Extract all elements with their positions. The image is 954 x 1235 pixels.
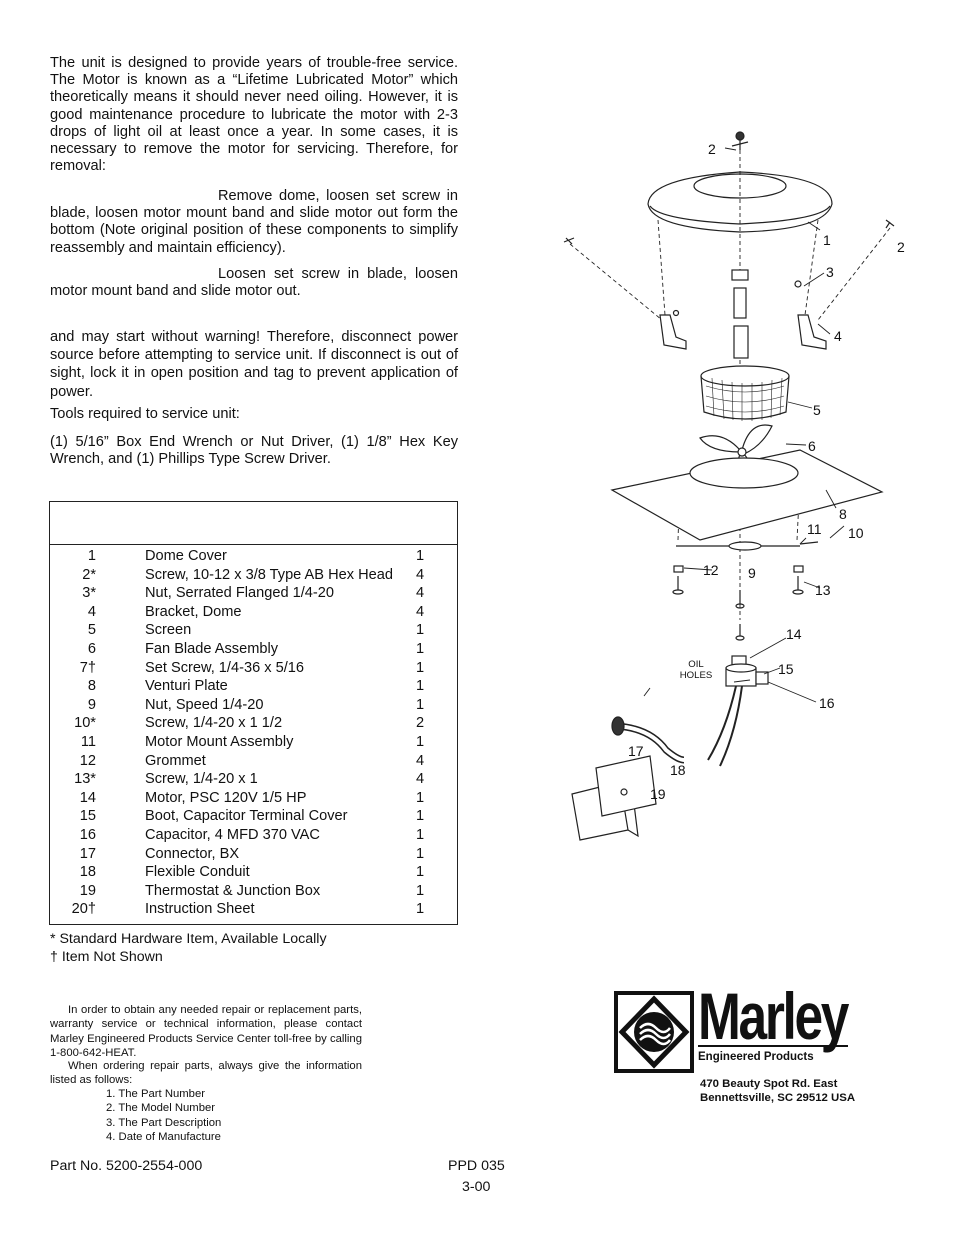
part-qty-cell: 1 [415, 678, 425, 695]
ordering-item: 1. The Part Number [106, 1088, 205, 1100]
company-address: 470 Beauty Spot Rd. East Bennettsville, SC 29512 USA [700, 1078, 856, 1105]
part-qty-cell: 4 [415, 752, 425, 769]
part-number-cell: 18 [79, 864, 96, 881]
part-number-cell: 14 [79, 789, 96, 806]
part-number-cell: 12 [79, 752, 96, 769]
table-row [50, 863, 457, 882]
callout-2-top: 2 [708, 141, 716, 157]
part-description-cell: Flexible Conduit [145, 864, 250, 881]
part-number-cell: 8 [87, 678, 96, 695]
callout-2-right: 2 [897, 239, 905, 255]
table-row [50, 826, 457, 845]
callout-15: 15 [778, 661, 794, 677]
table-row [50, 900, 457, 919]
ordering-item: 3. The Part Description [106, 1117, 222, 1129]
ordering-instructions: When ordering repair parts, always give the information listed as follows: [50, 1060, 362, 1087]
part-qty-cell: 1 [415, 789, 425, 806]
venturi-plate [612, 450, 882, 540]
part-description-cell: Fan Blade Assembly [145, 641, 279, 657]
part-number-cell: 9 [87, 696, 96, 713]
ordering-paragraph: In order to obtain any needed repair or replacement parts, warranty service or technical information, please contact Marley Engineered Products Service Center toll-free by calling 1-800-642-HEAT. [50, 1004, 362, 1060]
part-qty-cell: 1 [415, 622, 425, 639]
part-qty-cell: 1 [415, 659, 425, 676]
part-description-cell: Dome Cover [145, 548, 227, 564]
marley-wordmark [698, 979, 874, 1071]
motor-mount-band [676, 542, 818, 550]
part-number-cell: 15 [79, 808, 96, 825]
part-number-cell: 2* [82, 566, 96, 583]
part-qty-cell: 1 [415, 641, 425, 657]
part-number-cell: 1 [87, 548, 96, 564]
part-description-cell: Motor Mount Assembly [145, 734, 294, 750]
part-description-cell: Instruction Sheet [145, 901, 255, 918]
table-row [50, 621, 457, 640]
part-description-cell: Capacitor, 4 MFD 370 VAC [145, 827, 320, 843]
part-number-cell: 17 [79, 845, 96, 862]
part-description-cell: Nut, Serrated Flanged 1/4-20 [145, 585, 335, 602]
table-row [50, 789, 457, 808]
part-qty-cell: 1 [415, 901, 425, 918]
table-row [50, 584, 457, 603]
intro-paragraph: The unit is designed to provide years of trouble-free service. The Motor is known as a “Lifetime Lubricated Motor” which theoretically means it should never need oiling. However, it is good maintenance procedure to lubricate the motor with 2-3 drops of light oil at least once a year. In some cases, it is necessary to remove the motor for servicing. Therefore, for removal: [50, 55, 458, 175]
callout-11: 11 [807, 521, 822, 537]
part-description-cell: Screw, 1/4-20 x 1 1/2 [145, 715, 283, 732]
callout-19: 19 [650, 786, 666, 802]
table-row [50, 714, 457, 733]
callout-8: 8 [839, 506, 847, 522]
table-row [50, 770, 457, 789]
removal-paragraph: Loosen set screw in blade, loosen motor mount band and slide motor out. [50, 266, 458, 300]
part-qty-cell: 1 [415, 548, 425, 564]
motor-wires [708, 686, 742, 766]
part-description-cell: Boot, Capacitor Terminal Cover [145, 808, 348, 825]
part-description-cell: Connector, BX [145, 845, 240, 862]
callout-16: 16 [819, 695, 835, 711]
part-qty-cell: 1 [415, 864, 425, 881]
table-row [50, 640, 457, 659]
table-row [50, 696, 457, 715]
callout-1: 1 [823, 232, 831, 248]
table-row [50, 603, 457, 622]
part-number-cell: 13* [74, 771, 96, 788]
flexible-conduit [612, 717, 684, 760]
callout-17: 17 [628, 743, 644, 759]
table-row [50, 566, 457, 585]
part-qty-cell: 1 [415, 845, 425, 862]
part-qty-cell: 2 [415, 715, 425, 732]
part-number-cell: 11 [80, 734, 96, 750]
part-number-cell: 5 [87, 622, 96, 639]
ordering-item: 4. Date of Manufacture [106, 1131, 221, 1143]
callout-13: 13 [815, 582, 831, 598]
table-row [50, 752, 457, 771]
tools-list: (1) 5/16” Box End Wrench or Nut Driver, (1) 1/8” Hex Key Wrench, and (1) Phillips Type Screw Driver. [50, 434, 458, 468]
oil-holes-label: OIL HOLES [679, 659, 713, 681]
tools-heading: Tools required to service unit: [50, 406, 240, 422]
part-qty-cell: 4 [415, 585, 425, 602]
part-number-cell: 19 [79, 882, 96, 899]
part-number-cell: 6 [87, 641, 96, 657]
motor-mount-pieces [732, 270, 748, 358]
table-row [50, 659, 457, 678]
part-qty-cell: 1 [415, 808, 425, 825]
brand-name: Marley [698, 979, 848, 1053]
table-row [50, 547, 457, 566]
part-description-cell: Nut, Speed 1/4-20 [145, 696, 264, 713]
part-number-cell: 3* [82, 585, 96, 602]
warning-paragraph: and may start without warning! Therefore, disconnect power source before attempting to service unit. If disconnect is out of sight, lock it in open position and tag to prevent application of power. [50, 329, 458, 400]
removal-dome-paragraph: Remove dome, loosen set screw in blade, loosen motor mount band and slide motor out form the bottom (Note original position of these components to simplify reassembly and maintain efficiency). [50, 188, 458, 256]
table-header-divider [50, 544, 457, 545]
exploded-parts-diagram [500, 120, 920, 850]
screen-basket [701, 366, 789, 421]
part-qty-cell: 1 [415, 696, 425, 713]
part-qty-cell: 4 [415, 566, 425, 583]
ppd-number: PPD 035 [448, 1158, 505, 1174]
table-row [50, 677, 457, 696]
part-description-cell: Venturi Plate [145, 678, 228, 695]
footnote-standard: * Standard Hardware Item, Available Locally [50, 931, 327, 947]
part-number-cell: 20† [71, 901, 96, 918]
table-row [50, 882, 457, 901]
callout-9: 9 [748, 565, 756, 581]
revision-date: 3-00 [462, 1179, 491, 1195]
callout-14: 14 [786, 626, 802, 642]
part-number: Part No. 5200-2554-000 [50, 1158, 203, 1174]
parts-list-table [49, 501, 458, 925]
table-row [50, 807, 457, 826]
marley-logo-mark [614, 991, 694, 1073]
part-description-cell: Motor, PSC 120V 1/5 HP [145, 789, 307, 806]
logo-diamond-icon [618, 995, 690, 1069]
top-screw [732, 132, 748, 150]
footnote-not-shown: † Item Not Shown [50, 949, 163, 965]
part-number-cell: 16 [79, 827, 96, 843]
grommets-screws [673, 566, 803, 640]
part-qty-cell: 1 [415, 734, 425, 750]
callout-6: 6 [808, 438, 816, 454]
table-row [50, 845, 457, 864]
callout-12: 12 [703, 562, 719, 578]
brand-underline [698, 1045, 848, 1047]
callout-18: 18 [670, 762, 686, 778]
callout-5: 5 [813, 402, 821, 418]
callout-10: 10 [848, 525, 864, 541]
ordering-item: 2. The Model Number [106, 1102, 216, 1114]
part-description-cell: Screw, 1/4-20 x 1 [145, 771, 258, 788]
callout-4: 4 [834, 328, 842, 344]
part-description-cell: Bracket, Dome [145, 603, 242, 620]
part-description-cell: Screen [145, 622, 192, 639]
motor [726, 656, 768, 686]
thermostat-junction-box [572, 756, 656, 840]
part-description-cell: Thermostat & Junction Box [145, 882, 321, 899]
part-number-cell: 7† [79, 659, 96, 676]
part-description-cell: Grommet [145, 752, 206, 769]
part-qty-cell: 4 [415, 771, 425, 788]
part-number-cell: 4 [87, 603, 96, 620]
part-qty-cell: 1 [415, 827, 425, 843]
callout-3: 3 [826, 264, 834, 280]
part-qty-cell: 1 [415, 882, 425, 899]
part-number-cell: 10* [74, 715, 96, 732]
part-description-cell: Screw, 10-12 x 3/8 Type AB Hex Head [145, 566, 393, 583]
part-description-cell: Set Screw, 1/4-36 x 5/16 [145, 659, 304, 676]
part-qty-cell: 4 [415, 603, 425, 620]
brand-subtitle: Engineered Products [698, 1051, 814, 1063]
table-row [50, 733, 457, 752]
